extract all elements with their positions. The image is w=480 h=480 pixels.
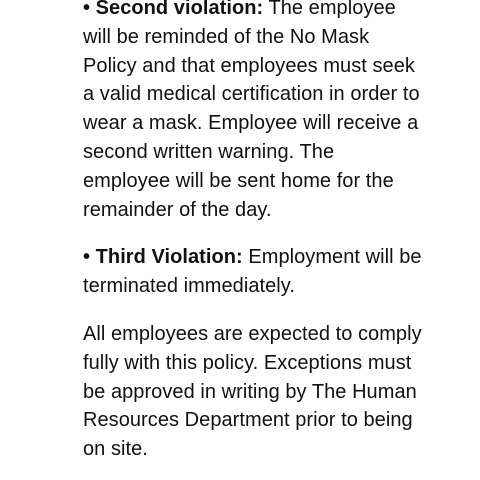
third-violation-line-2: terminated immediately. — [83, 275, 295, 298]
closing-line-4: Resources Department prior to being — [83, 409, 413, 432]
second-violation-line-4: a valid medical certification in order to — [83, 83, 420, 106]
closing-line-3: be approved in writing by The Human — [83, 380, 417, 403]
paragraph-gap — [83, 301, 413, 320]
closing-paragraph — [83, 320, 422, 464]
policy-text-page — [83, 0, 422, 464]
third-violation-text: Employment will be — [242, 246, 422, 269]
second-violation-item — [83, 0, 420, 224]
third-violation-item — [83, 243, 422, 301]
closing-line-2: fully with this policy. Exceptions must — [83, 351, 412, 374]
third-violation-line-1 — [83, 243, 422, 272]
closing-line-5: on site. — [83, 438, 148, 461]
paragraph-gap — [83, 224, 413, 243]
second-violation-line-6: second written warning. The — [83, 140, 335, 163]
second-violation-line-2: will be reminded of the No Mask — [83, 25, 370, 48]
second-violation-line-5: wear a mask. Employee will receive a — [83, 112, 419, 135]
second-violation-text: The employee — [263, 0, 396, 19]
second-violation-line-8: remainder of the day. — [83, 198, 272, 221]
second-violation-line-7: employee will be sent home for the — [83, 169, 394, 192]
second-violation-line-3: Policy and that employees must seek — [83, 54, 415, 77]
closing-line-1: All employees are expected to comply — [83, 322, 422, 345]
second-violation-label: • Second violation: — [83, 0, 264, 19]
third-violation-label: • Third Violation: — [83, 246, 243, 269]
second-violation-line-1 — [83, 0, 413, 23]
